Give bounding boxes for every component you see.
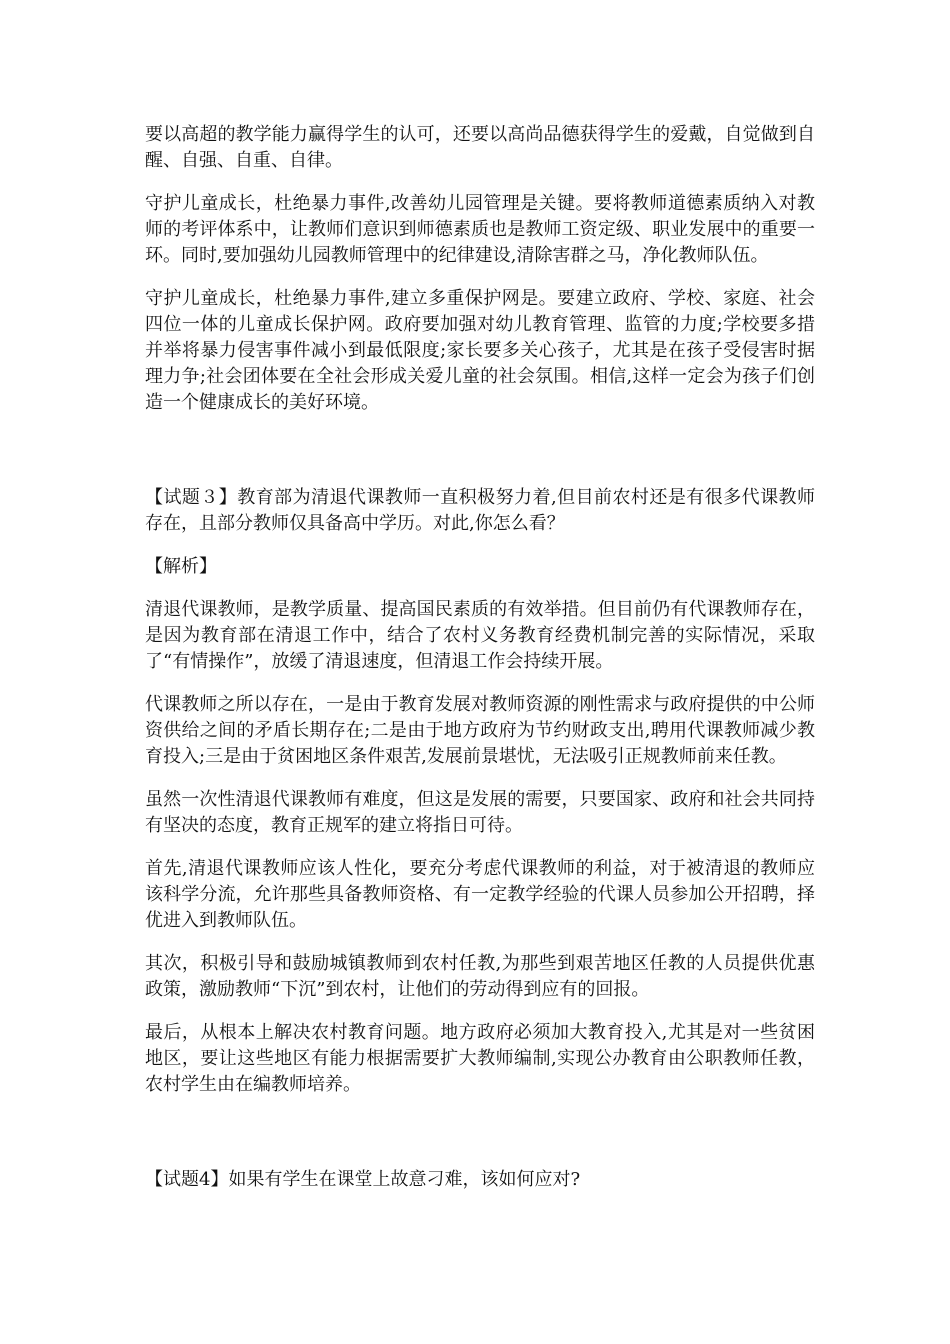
- analysis-label: 【解析】: [145, 556, 217, 577]
- paragraph-self-discipline: 要以高超的教学能力赢得学生的认可，还要以高尚品德获得学生的爱戴，自觉做到自醒、自强、自重、自律。: [145, 124, 815, 171]
- paragraph-substitute-teachers-intro: 清退代课教师，是教学质量、提高国民素质的有效举措。但目前仍有代课教师存在，是因为教育部在清退工作中，结合了农村义务教育经费机制完善的实际情况，采取了“有情操作”，放缓了清退速度，但清退工作会持续开展。: [145, 599, 815, 672]
- section-gap: [145, 1115, 815, 1167]
- question-3-heading: 【试题３】教育部为清退代课教师一直积极努力着,但目前农村还是有很多代课教师存在，且部分教师仅具备高中学历。对此,你怎么看？: [145, 487, 815, 534]
- section-gap: [145, 433, 815, 485]
- paragraph-first: 首先,清退代课教师应该人性化，要充分考虑代课教师的利益，对于被清退的教师应该科学分流，允许那些具备教师资格、有一定教学经验的代课人员参加公开招聘，择优进入到教师队伍。: [145, 858, 815, 931]
- question-4-heading: 【试题4】如果有学生在课堂上故意刁难，该如何应对?: [145, 1169, 581, 1190]
- document-body: [145, 122, 815, 1210]
- paragraph-reasons: 代课教师之所以存在，一是由于教育发展对教师资源的刚性需求与政府提供的中公师资供给之间的矛盾长期存在;二是由于地方政府为节约财政支出,聘用代课教师减少教育投入;三是由于贫困地区条件艰苦,发展前景堪忧，无法吸引正规教师前来任教。: [145, 694, 815, 767]
- paragraph-difficulty: 虽然一次性清退代课教师有难度，但这是发展的需要，只要国家、政府和社会共同持有坚决的态度，教育正规军的建立将指日可待。: [145, 789, 815, 836]
- paragraph-last: 最后，从根本上解决农村教育问题。地方政府必须加大教育投入,尤其是对一些贫困地区，要让这些地区有能力根据需要扩大教师编制,实现公办教育由公职教师任教，农村学生由在编教师培养。: [145, 1022, 815, 1095]
- paragraph-second: 其次，积极引导和鼓励城镇教师到农村任教,为那些到艰苦地区任教的人员提供优惠政策，激励教师“下沉”到农村，让他们的劳动得到应有的回报。: [145, 953, 815, 1000]
- paragraph-kindergarten-management: 守护儿童成长，杜绝暴力事件,改善幼儿园管理是关键。要将教师道德素质纳入对教师的考评体系中，让教师们意识到师德素质也是教师工资定级、职业发展中的重要一环。同时,要加强幼儿园教师管理中的纪律建设,清除害群之马，净化教师队伍。: [145, 193, 815, 266]
- paragraph-protection-network: 守护儿童成长，杜绝暴力事件,建立多重保护网是。要建立政府、学校、家庭、社会四位一体的儿童成长保护网。政府要加强对幼儿教育管理、监管的力度;学校要多措并举将暴力侵害事件减小到最低限度;家长要多关心孩子，尤其是在孩子受侵害时据理力争;社会团体要在全社会形成关爱儿童的社会氛围。相信,这样一定会为孩子们创造一个健康成长的美好环境。: [145, 288, 815, 413]
